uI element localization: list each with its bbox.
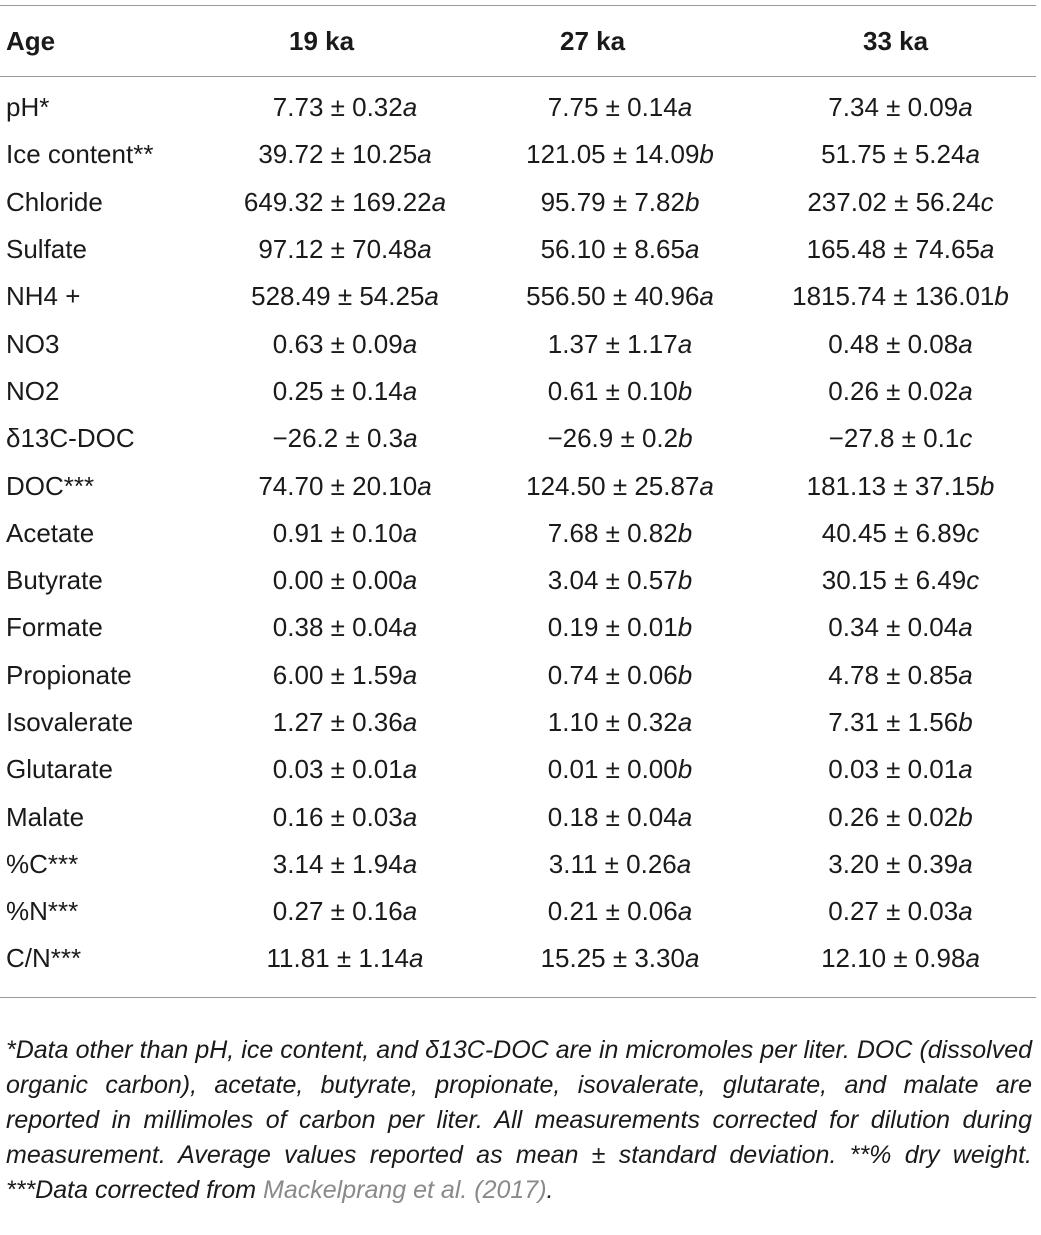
- table-row: [0, 604, 1036, 651]
- row-label: Sulfate: [6, 234, 87, 265]
- row-label: δ13C-DOC: [6, 423, 135, 454]
- significance-letter: a: [402, 896, 418, 927]
- significance-letter: a: [417, 234, 432, 265]
- row-label: NO2: [6, 375, 60, 406]
- significance-letter: a: [402, 707, 418, 737]
- table-cell: [215, 888, 475, 935]
- table-row: [0, 793, 1036, 840]
- table-row: [0, 746, 1036, 793]
- significance-letter: b: [699, 139, 714, 170]
- cell-value: 1815.74 ± 136.01: [792, 281, 995, 312]
- significance-letter: b: [677, 754, 693, 785]
- cell-value: 7.73 ± 0.32: [272, 92, 403, 123]
- significance-letter: a: [402, 92, 418, 123]
- cell-value: 528.49 ± 54.25: [251, 281, 425, 312]
- significance-letter: a: [402, 848, 418, 879]
- table-cell: [475, 462, 765, 509]
- footnote-text: *Data other than pH, ice content, and δ13C-DOC are in micromoles per liter. DOC (dissolved organic carbon), acetate, butyrate, propionate, isovalerate, glutarate, and malate are reported in millimoles of carbon per liter. All measurements corrected for dilution during measurement. Average values reported as mean ± standard deviation. **% dry weight. ***Data corrected from: [6, 1036, 1032, 1204]
- table-cell: [215, 652, 475, 699]
- significance-letter: a: [417, 470, 432, 501]
- significance-letter: a: [677, 896, 693, 927]
- row-label: %C***: [6, 848, 79, 879]
- table-cell: [475, 746, 765, 793]
- table-cell: [475, 510, 765, 557]
- cell-value: 0.03 ± 0.01: [828, 754, 959, 785]
- significance-letter: b: [958, 707, 973, 737]
- table-cell: [765, 273, 1036, 320]
- cell-value: 30.15 ± 6.49: [821, 565, 967, 596]
- significance-letter: b: [678, 423, 693, 454]
- table-cell: [475, 841, 765, 888]
- significance-letter: a: [958, 754, 973, 785]
- table-cell: [765, 462, 1036, 509]
- table-cell: [475, 888, 765, 935]
- cell-value: 1.27 ± 0.36: [272, 707, 403, 737]
- table-cell: [475, 699, 765, 746]
- significance-letter: a: [402, 659, 418, 690]
- table-cell: [765, 368, 1036, 415]
- significance-letter: b: [677, 517, 693, 548]
- cell-value: 1.37 ± 1.17: [547, 328, 678, 359]
- significance-letter: a: [431, 186, 447, 217]
- table-footnote: [6, 1033, 1032, 1208]
- significance-letter: b: [994, 281, 1009, 312]
- cell-value: −26.9 ± 0.2: [547, 423, 679, 454]
- significance-letter: a: [684, 943, 700, 974]
- table-row: [0, 462, 1036, 509]
- table-cell: [215, 557, 475, 604]
- table-row: [0, 131, 1036, 178]
- table-cell: [765, 935, 1036, 982]
- table-cell: [475, 320, 765, 367]
- significance-letter: a: [677, 328, 693, 359]
- significance-letter: b: [958, 801, 973, 832]
- cell-value: 0.61 ± 0.10: [547, 375, 678, 406]
- footnote-end: .: [546, 1176, 554, 1204]
- table-cell: [215, 320, 475, 367]
- cell-value: 40.45 ± 6.89: [821, 517, 967, 548]
- cell-value: −26.2 ± 0.3: [272, 423, 404, 454]
- cell-value: 7.68 ± 0.82: [547, 517, 678, 548]
- table-cell: [215, 841, 475, 888]
- table-cell: [475, 793, 765, 840]
- table-cell: [215, 746, 475, 793]
- table-cell: [215, 273, 475, 320]
- significance-letter: a: [402, 801, 418, 832]
- table-cell: [765, 179, 1036, 226]
- table-cell: [215, 368, 475, 415]
- significance-letter: b: [677, 612, 693, 643]
- cell-value: 124.50 ± 25.87: [526, 470, 700, 501]
- cell-value: 3.11 ± 0.26: [548, 848, 677, 879]
- significance-letter: a: [958, 659, 973, 690]
- column-header-age: Age: [6, 26, 56, 56]
- row-label: Formate: [6, 612, 103, 643]
- table-cell: [765, 699, 1036, 746]
- cell-value: 51.75 ± 5.24: [821, 139, 966, 170]
- significance-letter: a: [677, 707, 693, 737]
- row-label: Ice content**: [6, 139, 154, 170]
- table-cell: [215, 76, 475, 131]
- cell-value: 0.91 ± 0.10: [272, 517, 403, 548]
- cell-value: 1.10 ± 0.32: [547, 707, 678, 737]
- row-label: DOC***: [6, 470, 95, 501]
- significance-letter: a: [677, 92, 693, 123]
- table-cell: [215, 510, 475, 557]
- significance-letter: b: [677, 565, 693, 596]
- citation-link[interactable]: Mackelprang et al. (2017): [263, 1176, 547, 1204]
- cell-value: 0.27 ± 0.16: [272, 896, 403, 927]
- cell-value: 0.27 ± 0.03: [828, 896, 959, 927]
- cell-value: 0.74 ± 0.06: [547, 659, 678, 690]
- row-label: Isovalerate: [6, 707, 134, 737]
- significance-letter: a: [417, 139, 432, 170]
- header-row: [0, 7, 1036, 76]
- significance-letter: a: [676, 848, 692, 879]
- table-cell: [765, 652, 1036, 699]
- cell-value: 0.18 ± 0.04: [547, 801, 678, 832]
- cell-value: 0.19 ± 0.01: [547, 612, 678, 643]
- significance-letter: a: [684, 234, 700, 265]
- cell-value: 0.16 ± 0.03: [272, 801, 403, 832]
- table-cell: [475, 604, 765, 651]
- cell-value: 95.79 ± 7.82: [540, 186, 685, 217]
- cell-value: 0.34 ± 0.04: [828, 612, 959, 643]
- table-row: [0, 320, 1036, 367]
- table-cell: [475, 557, 765, 604]
- column-header-19ka: 19 ka: [289, 26, 355, 56]
- cell-value: 0.25 ± 0.14: [272, 375, 403, 406]
- data-table: [0, 7, 1036, 983]
- cell-value: 3.14 ± 1.94: [272, 848, 403, 879]
- table-cell: [765, 320, 1036, 367]
- significance-letter: b: [677, 375, 693, 406]
- table-cell: [215, 699, 475, 746]
- table-cell: [475, 935, 765, 982]
- row-label: Butyrate: [6, 565, 103, 596]
- table-body: [0, 76, 1036, 983]
- row-label: Propionate: [6, 659, 132, 690]
- significance-letter: a: [424, 281, 439, 312]
- cell-value: 4.78 ± 0.85: [828, 659, 959, 690]
- cell-value: 74.70 ± 20.10: [258, 470, 418, 501]
- cell-value: 7.75 ± 0.14: [547, 92, 678, 123]
- table-cell: [475, 76, 765, 131]
- cell-value: 11.81 ± 1.14: [266, 943, 409, 974]
- table-cell: [215, 793, 475, 840]
- significance-letter: a: [965, 139, 980, 170]
- significance-letter: a: [402, 328, 418, 359]
- top-rule: [0, 5, 1036, 6]
- table-row: [0, 273, 1036, 320]
- cell-value: 3.04 ± 0.57: [547, 565, 678, 596]
- cell-value: 237.02 ± 56.24: [807, 186, 981, 217]
- table-cell: [215, 604, 475, 651]
- column-header-27ka: 27 ka: [560, 26, 626, 56]
- significance-letter: a: [402, 754, 418, 785]
- table-row: [0, 699, 1036, 746]
- row-label: NO3: [6, 328, 60, 359]
- cell-value: 39.72 ± 10.25: [258, 139, 418, 170]
- table-cell: [475, 273, 765, 320]
- table-cell: [765, 841, 1036, 888]
- cell-value: 6.00 ± 1.59: [272, 659, 403, 690]
- significance-letter: a: [965, 943, 980, 974]
- table-row: [0, 888, 1036, 935]
- cell-value: 97.12 ± 70.48: [258, 234, 418, 265]
- significance-letter: b: [684, 186, 700, 217]
- table-cell: [765, 510, 1036, 557]
- table-row: [0, 368, 1036, 415]
- table-cell: [475, 368, 765, 415]
- row-label: C/N***: [6, 943, 82, 974]
- significance-letter: c: [959, 423, 973, 454]
- significance-letter: a: [699, 470, 714, 501]
- significance-letter: a: [979, 234, 995, 265]
- table-row: [0, 935, 1036, 982]
- row-label: Acetate: [6, 517, 95, 548]
- significance-letter: a: [958, 92, 973, 123]
- significance-letter: a: [409, 943, 424, 974]
- table-cell: [215, 935, 475, 982]
- cell-value: 0.26 ± 0.02: [828, 375, 959, 406]
- cell-value: 0.00 ± 0.00: [272, 565, 403, 596]
- cell-value: 0.01 ± 0.00: [547, 754, 678, 785]
- cell-value: 7.34 ± 0.09: [828, 92, 959, 123]
- significance-letter: a: [699, 281, 714, 312]
- table-cell: [475, 179, 765, 226]
- significance-letter: a: [402, 565, 418, 596]
- row-label: NH4 +: [6, 281, 81, 312]
- cell-value: 0.21 ± 0.06: [547, 896, 678, 927]
- row-label: Chloride: [6, 186, 103, 217]
- significance-letter: c: [980, 186, 994, 217]
- table-cell: [475, 226, 765, 273]
- table-cell: [475, 652, 765, 699]
- significance-letter: a: [958, 612, 973, 643]
- table-cell: [765, 746, 1036, 793]
- table-cell: [475, 415, 765, 462]
- significance-letter: a: [958, 375, 973, 406]
- cell-value: 0.48 ± 0.08: [828, 328, 959, 359]
- table-cell: [215, 462, 475, 509]
- significance-letter: a: [958, 328, 973, 359]
- table-cell: [215, 131, 475, 178]
- table-cell: [765, 793, 1036, 840]
- significance-letter: a: [958, 848, 973, 879]
- table-cell: [215, 179, 475, 226]
- cell-value: 649.32 ± 169.22: [243, 186, 432, 217]
- cell-value: 3.20 ± 0.39: [828, 848, 959, 879]
- significance-letter: a: [403, 423, 418, 454]
- table-row: [0, 652, 1036, 699]
- table-row: [0, 179, 1036, 226]
- cell-value: 0.26 ± 0.02: [828, 801, 959, 832]
- significance-letter: c: [966, 517, 980, 548]
- table-row: [0, 226, 1036, 273]
- bottom-rule: [0, 997, 1036, 998]
- table-row: [0, 76, 1036, 131]
- cell-value: −27.8 ± 0.1: [828, 423, 960, 454]
- cell-value: 181.13 ± 37.15: [806, 470, 980, 501]
- table-cell: [765, 557, 1036, 604]
- table-cell: [475, 131, 765, 178]
- cell-value: 121.05 ± 14.09: [526, 139, 700, 170]
- significance-letter: a: [402, 612, 418, 643]
- row-label: Malate: [6, 801, 85, 832]
- cell-value: 15.25 ± 3.30: [540, 943, 685, 974]
- row-label: pH*: [6, 92, 50, 123]
- row-label: %N***: [6, 896, 79, 927]
- cell-value: 0.63 ± 0.09: [272, 328, 403, 359]
- table-row: [0, 415, 1036, 462]
- table-cell: [765, 604, 1036, 651]
- table-cell: [215, 415, 475, 462]
- significance-letter: b: [979, 470, 995, 501]
- significance-letter: c: [966, 565, 980, 596]
- column-header-33ka: 33 ka: [863, 26, 929, 56]
- table-cell: [765, 76, 1036, 131]
- table-row: [0, 510, 1036, 557]
- row-label: Glutarate: [6, 754, 113, 785]
- significance-letter: a: [958, 896, 973, 927]
- cell-value: 56.10 ± 8.65: [540, 234, 685, 265]
- table-row: [0, 841, 1036, 888]
- table-cell: [765, 131, 1036, 178]
- cell-value: 12.10 ± 0.98: [821, 943, 966, 974]
- cell-value: 165.48 ± 74.65: [806, 234, 980, 265]
- table-cell: [765, 226, 1036, 273]
- significance-letter: b: [677, 659, 693, 690]
- cell-value: 0.03 ± 0.01: [272, 754, 403, 785]
- table-row: [0, 557, 1036, 604]
- significance-letter: a: [402, 375, 418, 406]
- cell-value: 556.50 ± 40.96: [526, 281, 700, 312]
- table-cell: [765, 415, 1036, 462]
- cell-value: 7.31 ± 1.56: [828, 707, 959, 737]
- significance-letter: a: [677, 801, 693, 832]
- table-cell: [765, 888, 1036, 935]
- cell-value: 0.38 ± 0.04: [272, 612, 403, 643]
- significance-letter: a: [402, 517, 418, 548]
- table-cell: [215, 226, 475, 273]
